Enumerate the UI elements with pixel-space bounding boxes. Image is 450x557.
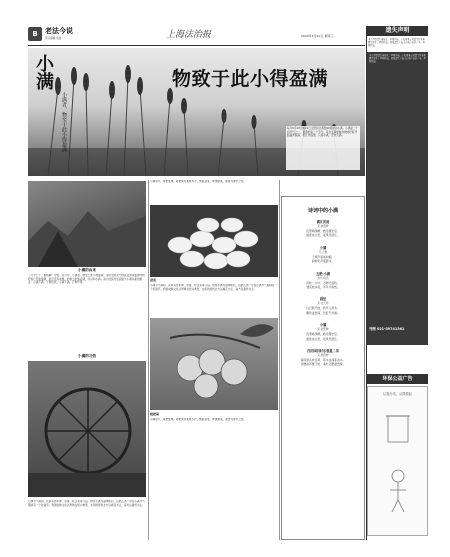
poem-title: 归田园四时乐春夏二首 <box>307 349 339 354</box>
section-title: 老法今说 <box>45 27 73 35</box>
poem-author: 宋·欧阳修 <box>317 225 329 228</box>
poem-title: 五绝·小满 <box>316 271 330 276</box>
ruins-image <box>28 181 146 267</box>
poem-item <box>282 323 364 341</box>
caption-loquat: 枇杷果 <box>150 412 160 416</box>
poem-line: 夜莺啼绿柳，皓月醒长空。 <box>306 229 340 233</box>
poem-line: 润物无声涨碧川。 <box>311 259 335 264</box>
middle-top-text: 小满时节，枇杷成熟。枇杷果实柔软多汁，酸甜适度，味道鲜美，被誉为果中之皇。 <box>150 180 246 183</box>
poem-line: 独夜他乡泪，年年为客愁。 <box>306 285 340 290</box>
poem-line: 夜莺啼绿柳，皓月醒长空。 <box>306 332 340 337</box>
waterwheel-image <box>28 361 146 497</box>
poem-line: 飘然凌浩荡，忽若天外游。 <box>306 310 340 315</box>
poem-author: 宋·文天祥 <box>317 302 329 306</box>
column-divider <box>279 180 280 540</box>
section-badge: B <box>28 27 42 41</box>
caption-customs: 小满的习俗 <box>78 354 96 358</box>
poem-title: 晨征 <box>319 297 327 302</box>
poem-list <box>282 220 364 367</box>
ruins-photo <box>28 181 146 267</box>
section-editor: 责任编辑 何蓓 <box>45 37 62 40</box>
poem-title: 小满 <box>319 245 327 250</box>
poem-line: 南风原头吹百草，草木丛深茅舍小。 <box>300 358 346 363</box>
poem-line: 风吹一片叶，万物已惊秋。 <box>306 280 340 285</box>
poems-box <box>281 196 365 540</box>
poem-item <box>282 272 364 290</box>
waterwheel-photo <box>28 361 146 497</box>
header-logo-block <box>28 25 108 45</box>
poem-item <box>282 297 364 315</box>
poem-item <box>282 349 364 367</box>
notice-header <box>367 26 428 36</box>
column-divider <box>148 180 149 540</box>
poem-line: 最爱垄头麦，迎风笑落红。 <box>306 336 340 341</box>
cocoon-text: 小满节气期间，民间有祭车神、祭蚕、吃苦菜等习俗。相传小满为蚕神诞辰，因此江浙一带在小满节气期间有一个祈蚕节。我国农耕文化以男耕女织为典型，女织的原料北方以棉花为主，南方以蚕丝为主。 <box>150 284 278 291</box>
newspaper-brand: 上海法治报 <box>166 30 212 40</box>
origin-text: 《月令七十二候集解》中说：四月中，小满者，物至于此小得盈满。这时全国北方地区麦类等夏熟作物籽粒已开始饱满，但还没有成熟，约相当乳熟后期，所以叫小满。南方地区的农谚赋予小满以新的寓意：小满不满，干断田坎；小满不满，芒种不管。 <box>28 274 145 285</box>
customs-text: 小满节气期间，民间有祭车神、祭蚕、吃苦菜等习俗。相传小满为蚕神诞辰，因此江浙一带在小满节气期间有一个祈蚕节。我国农耕文化以男耕女织为典型，女织的原料北方以棉花为主，南方以蚕丝为主。 <box>28 500 145 507</box>
notice-items: 本人不慎遗失身份证，声明作废。上海某某公司遗失营业执照正副本，声明作废。某某遗失上海市房地产权证一本，声明作废。 <box>369 54 426 63</box>
poem-author: 当代·佚名 <box>317 276 329 280</box>
ad-illustration <box>367 386 428 536</box>
hero-headline: 物致于此小得盈满 <box>172 68 329 90</box>
loquat-image <box>150 318 278 410</box>
cocoon-photo <box>150 205 278 277</box>
hero-vertical-poem: 小满者，物至于此小得盈满 <box>61 92 67 152</box>
loquat-text: 小满时节，枇杷成熟。枇杷果实柔软多汁，酸甜适度，味道鲜美，被誉为果中之皇。 <box>150 418 246 421</box>
notice-body <box>367 52 428 345</box>
poem-item <box>282 220 364 238</box>
issue-date: 2020年5月20日 星期三 <box>301 34 334 38</box>
poem-line: 子规声里雨如烟， <box>311 254 335 259</box>
poem-title: 小满 <box>319 323 327 328</box>
header-rule <box>28 45 365 46</box>
poem-author: 元·元淮 <box>318 250 328 254</box>
column-divider <box>366 26 367 540</box>
notice-phone: 刊例 021-59741361 <box>369 327 405 331</box>
ad-drawing-icon <box>368 396 429 526</box>
poem-line: 白日照天地，秋声入草木。 <box>306 306 340 311</box>
notice-text-top: 本人不慎遗失身份证，声明作废。上海某某公司遗失营业执照正副本，声明作废。某某遗失上海市房地产权证一本，声明作废。 <box>368 38 425 47</box>
loquat-photo <box>150 318 278 410</box>
cocoons-image <box>150 205 278 277</box>
poem-author: 宋·欧阳修 <box>317 328 329 332</box>
hero-title-vertical: 小满 <box>33 54 54 90</box>
ad-title: 环保公益广告 <box>382 376 413 382</box>
poem-item <box>282 246 364 264</box>
ad-header <box>367 374 428 384</box>
ad-slogan: 垃圾分类，从我做起 <box>383 392 412 396</box>
notice-title: 遗失声明 <box>385 27 410 34</box>
poem-title: 满江风雨 <box>316 220 330 224</box>
poem-line: 最爱垄头麦，迎风笑落红。 <box>306 233 340 238</box>
poems-title: 诗词中的小满 <box>307 208 338 214</box>
poem-author: 宋·欧阳修 <box>317 354 329 358</box>
poem-line: 麦穗初齐稚子娇，桑叶正肥蚕食饱。 <box>300 362 346 367</box>
caption-origin: 小满的由来 <box>78 268 96 272</box>
hero-intro-text: 每年5月20日或21日太阳到达黄经60度时为小满。小满是二十四节气之一，夏季的第二个节气。其含义是夏熟作物的籽粒开始灌浆饱满，但还未成熟，只是小满，还未大满。 <box>286 126 360 170</box>
hero-banner <box>28 48 365 176</box>
caption-cocoon: 蚕茧 <box>150 278 157 282</box>
